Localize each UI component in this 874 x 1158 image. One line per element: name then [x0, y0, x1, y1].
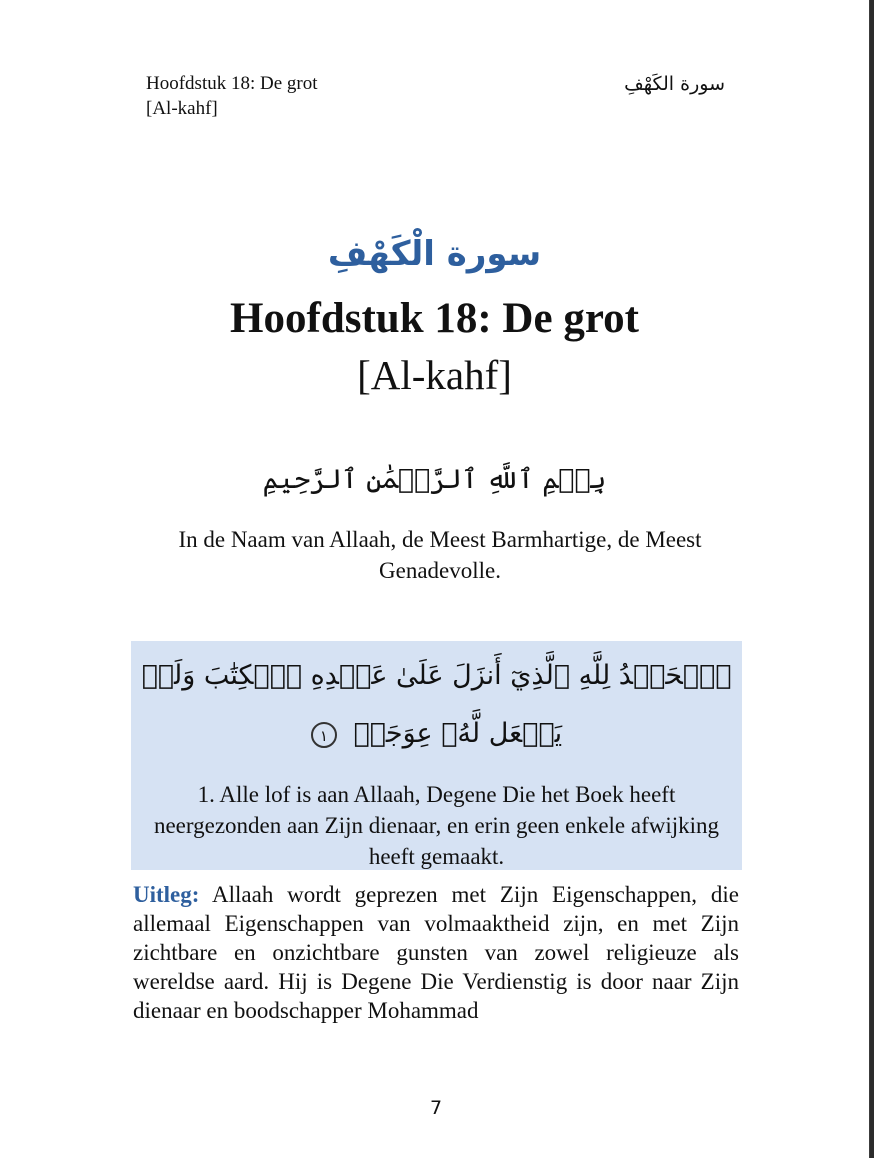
- window-edge-scrollbar[interactable]: [869, 0, 874, 1158]
- page-number: 7: [430, 1097, 443, 1119]
- ayah-end-marker-icon: ١: [311, 722, 337, 748]
- surah-arabic-title: سورة الْكَهْفِ: [327, 234, 542, 274]
- running-header-arabic: سورة الكَهْفِ: [624, 73, 725, 95]
- chapter-subtitle: [Al-kahf]: [357, 352, 512, 398]
- running-header-left: [146, 71, 318, 121]
- explanation-text: Allaah wordt geprezen met Zijn Eigenschappen, die allemaal Eigenschappen van volmaaktheid zijn, en met Zijn zichtbare en onzichtbare gunsten van zowel religieuze als wereldse aard. Hij is Degene Die Verdienstig is door naar Zijn dienaar en boodschapper Mohammad: [133, 882, 739, 1023]
- explanation-label: Uitleg:: [133, 882, 200, 907]
- verse-arabic-text: ٱلۡحَمۡدُ لِلَّهِ ٱلَّذِيٓ أَنزَلَ عَلَىٰ عَبۡدِهِ ٱلۡكِتَٰبَ وَلَمۡ يَجۡعَل لَّهُۥ عِوَجَاۜ: [141, 660, 732, 749]
- chapter-title: Hoofdstuk 18: De grot: [230, 295, 639, 342]
- verse-arabic: [141, 647, 732, 763]
- basmala-arabic: بِسۡمِ ٱللَّهِ ٱلرَّحۡمَٰنِ ٱلرَّحِيمِ: [262, 464, 607, 495]
- running-header-title: Hoofdstuk 18: De grot: [146, 73, 318, 94]
- explanation-paragraph: [133, 880, 739, 1025]
- verse-translation: 1. Alle lof is aan Allaah, Degene Die het Boek heeft neergezonden aan Zijn dienaar, en erin geen enkele afwijking heeft gemaakt.: [153, 782, 720, 869]
- verse-box: [131, 641, 742, 870]
- running-header-subtitle: [Al-kahf]: [146, 98, 218, 119]
- basmala-translation: In de Naam van Allaah, de Meest Barmhartige, de Meest Genadevolle.: [178, 527, 702, 583]
